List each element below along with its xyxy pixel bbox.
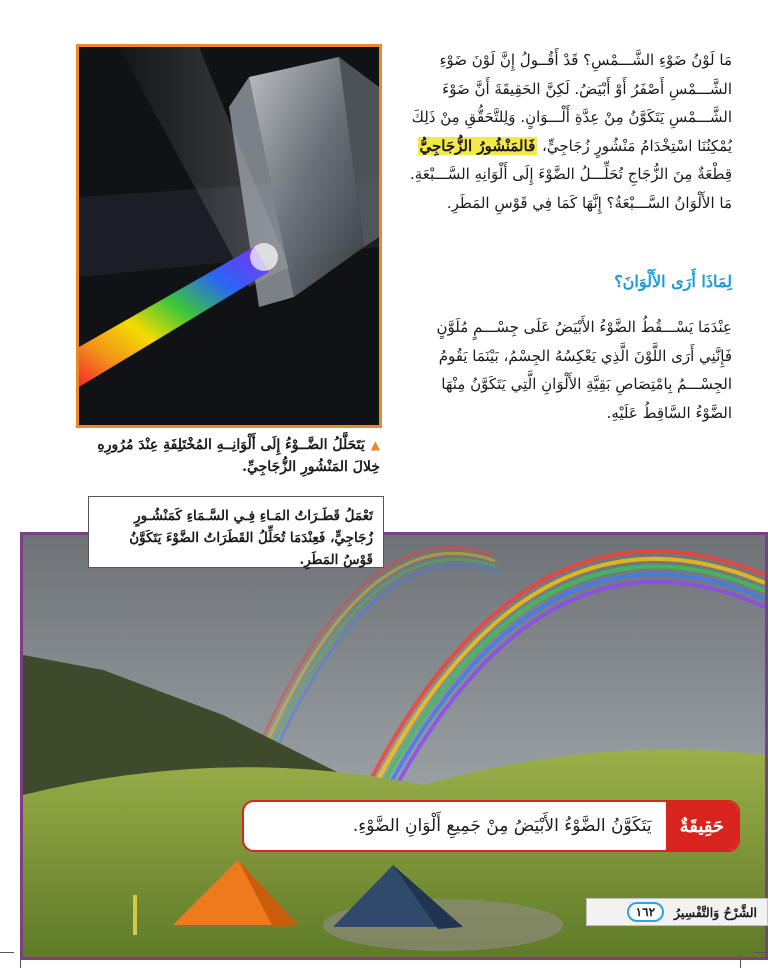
crop-mark bbox=[0, 952, 14, 953]
section-heading: لِمَاذَا أَرَى الأَلْوَانَ؟ bbox=[614, 272, 732, 291]
fact-text: يَتَكَوَّنُ الضَّوْءُ الأَبْيَضُ مِنْ جَمِيعِ أَلْوَانِ الضَّوْءِ. bbox=[352, 816, 652, 836]
crop-mark bbox=[754, 952, 768, 953]
intro-text-part2: قِطْعَةٌ مِنَ الزُّجَاجِ تُحَلِّـــلُ الضَّوْءَ إِلَى أَلْوَانِهِ السَّـــبْعَةِ. مَا الأَلْوَانُ السَّـــبْعَةُ؟ إِنَّهَا كَمَا فِي قَوْسِ المَطَرِ. bbox=[409, 165, 732, 212]
section-label: الشَّرْحُ وَالتَّفْسِيرُ bbox=[674, 904, 757, 920]
rainbow-landscape-illustration bbox=[23, 535, 765, 957]
triangle-bullet-icon: ▲ bbox=[370, 438, 380, 452]
footer-section-tab bbox=[586, 898, 768, 926]
prism-definition-highlight: فَالمَنْشُورُ الزُّجَاجِيُّ bbox=[419, 136, 536, 155]
prism-caption bbox=[80, 434, 380, 478]
answer-paragraph: عِنْدَمَا يَسْـــقُطُ الضَّوْءُ الأَبْيَضُ عَلَى جِسْـــمٍ مُلَوَّنٍ فَإِنَّنِي أَرَى اللَّوْنَ الَّذِي يَعْكِسُهُ الجِسْمُ، بَيْنَمَا يَقُومُ الجِسْـــمُ بِامْتِصَاصِ بَقِيَّةِ الأَلْوَانِ الَّتِي يَتَكَوَّنُ مِنْهَا الضَّوْءُ السَّاقِطُ عَلَيْهِ. bbox=[436, 318, 732, 422]
prism-photo bbox=[76, 44, 382, 428]
prism-caption-text: يَتَحَلَّلُ الضَّــوْءُ إِلَى أَلْوَانِــهِ المُخْتَلِفَةِ عِنْدَ مُرُورِهِ خِلالَ المَنْشُورِ الزُّجَاجِيِّ. bbox=[97, 437, 380, 475]
prism-illustration bbox=[79, 47, 379, 425]
fact-banner bbox=[242, 800, 740, 852]
raindrop-callout: تَعْمَلُ قَطَـرَاتُ المَـاءِ فِـي السَّـمَاءِ كَمَنْشُـورٍ زُجَاجِيٍّ، فَعِنْدَمَا تُحَلِّلُ القَطَرَاتُ الضَّوْءَ يَتَكَوَّنُ قَوْسُ المَطَرِ. bbox=[88, 496, 384, 568]
rainbow-photo bbox=[20, 532, 768, 960]
crop-mark bbox=[740, 955, 741, 968]
intro-text-part1: مَا لَوْنُ ضَوْءِ الشَّـــمْسِ؟ قَدْ أَقُــولُ إِنَّ لَوْنَ ضَوْءِ الشَّـــمْسِ أَصْفَرُ أَوْ أَبْيَضُ. لَكِنَّ الحَقِيقَةَ أَنَّ ضَوْءَ الشَّـــمْسِ يَتَكَوَّنُ مِنْ عِدَّةِ أَلْـــوَانٍ. وَلِلتَّحَقُّقِ مِنْ ذَلِكَ يُمْكِنُنَا اسْتِخْدَامُ مَنْشُورٍ زُجَاجِيٍّ، bbox=[411, 51, 732, 155]
fact-label: حَقِيقَةٌ bbox=[666, 802, 738, 850]
page-number: ١٦٢ bbox=[627, 902, 664, 922]
crop-mark bbox=[20, 955, 21, 968]
intro-paragraph bbox=[402, 46, 732, 217]
